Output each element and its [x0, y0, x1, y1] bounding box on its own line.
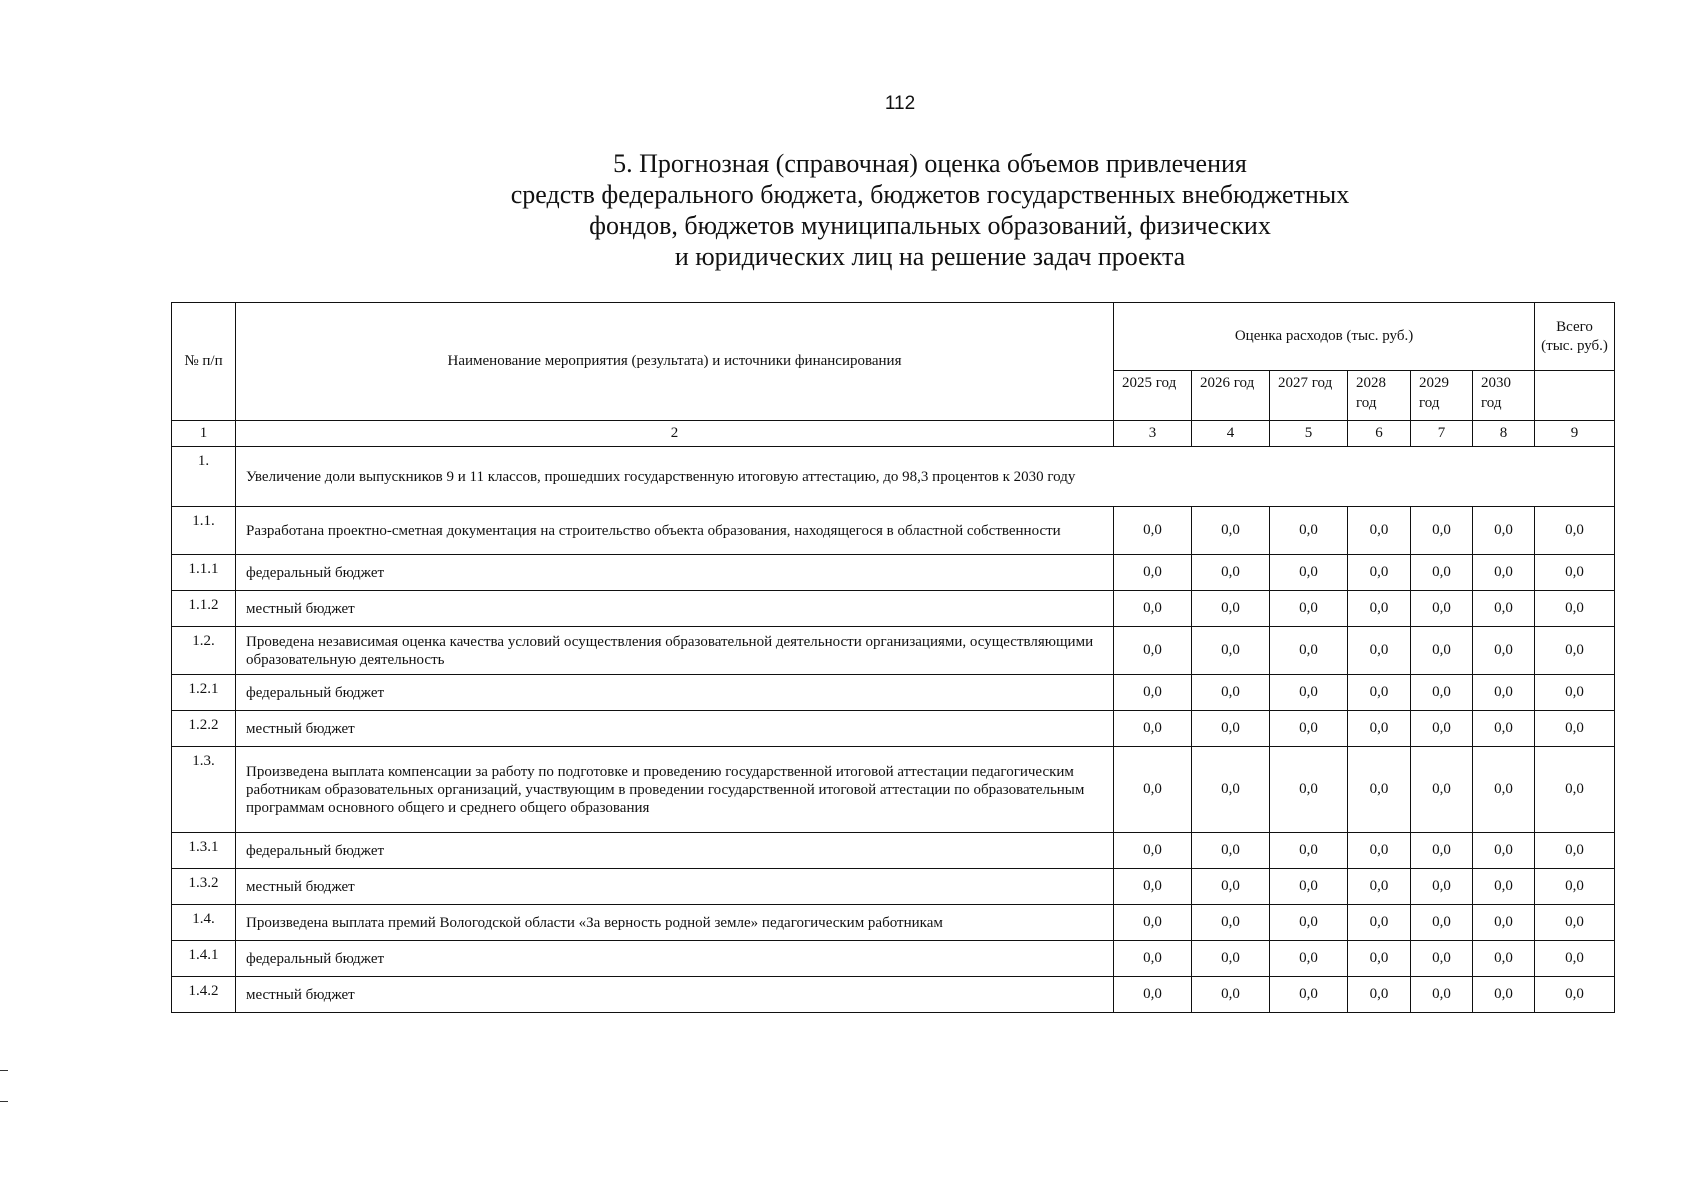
row-value: 0,0 — [1114, 675, 1192, 711]
row-value: 0,0 — [1411, 833, 1473, 869]
header-name: Наименование мероприятия (результата) и источники финансирования — [236, 303, 1114, 421]
row-value: 0,0 — [1192, 627, 1270, 675]
row-name: федеральный бюджет — [236, 833, 1114, 869]
row-value: 0,0 — [1473, 591, 1535, 627]
column-number: 1 — [172, 421, 236, 447]
header-empty-cell — [1535, 371, 1615, 421]
row-name: федеральный бюджет — [236, 941, 1114, 977]
row-value: 0,0 — [1411, 627, 1473, 675]
row-value: 0,0 — [1411, 747, 1473, 833]
row-value: 0,0 — [1535, 941, 1615, 977]
row-value: 0,0 — [1270, 977, 1348, 1013]
row-value: 0,0 — [1114, 555, 1192, 591]
row-value: 0,0 — [1411, 869, 1473, 905]
row-value: 0,0 — [1535, 977, 1615, 1013]
column-number: 9 — [1535, 421, 1615, 447]
row-value: 0,0 — [1411, 905, 1473, 941]
header-total: Всего (тыс. руб.) — [1535, 303, 1615, 371]
row-value: 0,0 — [1473, 833, 1535, 869]
row-value: 0,0 — [1114, 977, 1192, 1013]
row-value: 0,0 — [1114, 905, 1192, 941]
row-value: 0,0 — [1348, 977, 1411, 1013]
row-value: 0,0 — [1114, 591, 1192, 627]
column-number: 4 — [1192, 421, 1270, 447]
table-row — [172, 747, 1615, 833]
row-value: 0,0 — [1473, 675, 1535, 711]
row-value: 0,0 — [1114, 833, 1192, 869]
row-value: 0,0 — [1535, 747, 1615, 833]
row-value: 0,0 — [1270, 675, 1348, 711]
row-value: 0,0 — [1192, 833, 1270, 869]
row-num: 1.4.2 — [172, 977, 236, 1013]
row-value: 0,0 — [1270, 905, 1348, 941]
row-value: 0,0 — [1348, 747, 1411, 833]
row-name: Произведена выплата премий Вологодской области «За верность родной земле» педагогическим работникам — [236, 905, 1114, 941]
row-num: 1.2.2 — [172, 711, 236, 747]
row-name: федеральный бюджет — [236, 675, 1114, 711]
row-value: 0,0 — [1348, 833, 1411, 869]
row-value: 0,0 — [1411, 591, 1473, 627]
header-year: 2027 год — [1270, 371, 1348, 421]
row-name: Проведена независимая оценка качества условий осуществления образовательной деятельности организациями, осуществляющими образовательную деятельность — [236, 627, 1114, 675]
row-value: 0,0 — [1270, 747, 1348, 833]
row-value: 0,0 — [1535, 869, 1615, 905]
row-value: 0,0 — [1411, 675, 1473, 711]
section-title: Увеличение доли выпускников 9 и 11 классов, прошедших государственную итоговую аттестацию, до 98,3 процентов к 2030 году — [236, 447, 1615, 507]
row-value: 0,0 — [1473, 711, 1535, 747]
row-value: 0,0 — [1348, 711, 1411, 747]
row-value: 0,0 — [1535, 905, 1615, 941]
row-value: 0,0 — [1270, 591, 1348, 627]
row-value: 0,0 — [1348, 675, 1411, 711]
row-value: 0,0 — [1114, 627, 1192, 675]
header-year: 2029 год — [1411, 371, 1473, 421]
row-value: 0,0 — [1270, 555, 1348, 591]
table-row — [172, 905, 1615, 941]
row-value: 0,0 — [1348, 869, 1411, 905]
row-value: 0,0 — [1348, 627, 1411, 675]
row-value: 0,0 — [1411, 711, 1473, 747]
column-number: 7 — [1411, 421, 1473, 447]
row-name: федеральный бюджет — [236, 555, 1114, 591]
table-row — [172, 591, 1615, 627]
column-number: 5 — [1270, 421, 1348, 447]
column-number: 8 — [1473, 421, 1535, 447]
row-name: местный бюджет — [236, 869, 1114, 905]
row-value: 0,0 — [1473, 555, 1535, 591]
row-value: 0,0 — [1270, 711, 1348, 747]
section-num: 1. — [172, 447, 236, 507]
header-num: № п/п — [172, 303, 236, 421]
header-year: 2025 год — [1114, 371, 1192, 421]
title-line: 5. Прогнозная (справочная) оценка объемов привлечения — [613, 149, 1247, 178]
table-row — [172, 627, 1615, 675]
table-row — [172, 977, 1615, 1013]
row-value: 0,0 — [1270, 507, 1348, 555]
row-value: 0,0 — [1192, 555, 1270, 591]
table-row — [172, 833, 1615, 869]
document-title — [380, 148, 1480, 272]
row-value: 0,0 — [1114, 507, 1192, 555]
header-year: 2028 год — [1348, 371, 1411, 421]
row-value: 0,0 — [1473, 977, 1535, 1013]
table-row — [172, 711, 1615, 747]
row-value: 0,0 — [1473, 941, 1535, 977]
row-num: 1.3.1 — [172, 833, 236, 869]
row-value: 0,0 — [1348, 555, 1411, 591]
row-value: 0,0 — [1192, 977, 1270, 1013]
page-number: 112 — [884, 93, 916, 114]
column-numbers-row — [172, 421, 1615, 447]
row-value: 0,0 — [1114, 711, 1192, 747]
row-value: 0,0 — [1473, 905, 1535, 941]
column-number: 6 — [1348, 421, 1411, 447]
row-value: 0,0 — [1348, 591, 1411, 627]
table-row — [172, 555, 1615, 591]
row-value: 0,0 — [1192, 711, 1270, 747]
row-num: 1.1.1 — [172, 555, 236, 591]
row-name: местный бюджет — [236, 711, 1114, 747]
row-value: 0,0 — [1535, 675, 1615, 711]
row-num: 1.4.1 — [172, 941, 236, 977]
row-value: 0,0 — [1192, 507, 1270, 555]
row-name: местный бюджет — [236, 591, 1114, 627]
row-value: 0,0 — [1535, 833, 1615, 869]
row-name: местный бюджет — [236, 977, 1114, 1013]
row-value: 0,0 — [1411, 555, 1473, 591]
row-num: 1.4. — [172, 905, 236, 941]
table-row — [172, 675, 1615, 711]
row-value: 0,0 — [1192, 941, 1270, 977]
row-value: 0,0 — [1192, 747, 1270, 833]
funding-table — [171, 302, 1615, 1013]
row-value: 0,0 — [1114, 869, 1192, 905]
row-value: 0,0 — [1535, 627, 1615, 675]
row-value: 0,0 — [1348, 905, 1411, 941]
title-line: фондов, бюджетов муниципальных образований, физических — [589, 211, 1271, 240]
row-value: 0,0 — [1473, 747, 1535, 833]
row-value: 0,0 — [1411, 977, 1473, 1013]
scan-margin-marks — [0, 1070, 8, 1102]
column-number: 2 — [236, 421, 1114, 447]
header-expenses: Оценка расходов (тыс. руб.) — [1114, 303, 1535, 371]
table-row — [172, 507, 1615, 555]
row-value: 0,0 — [1348, 507, 1411, 555]
section-row — [172, 447, 1615, 507]
row-name: Произведена выплата компенсации за работу по подготовке и проведению государственной итоговой аттестации педагогическим работникам образовательных организаций, участвующим в проведении государственной итоговой аттестации по образовательным программам основного общего и среднего общего образования — [236, 747, 1114, 833]
row-num: 1.3.2 — [172, 869, 236, 905]
row-num: 1.3. — [172, 747, 236, 833]
header-year: 2030 год — [1473, 371, 1535, 421]
row-num: 1.1. — [172, 507, 236, 555]
row-value: 0,0 — [1473, 507, 1535, 555]
row-num: 1.1.2 — [172, 591, 236, 627]
row-value: 0,0 — [1411, 941, 1473, 977]
title-line: и юридических лиц на решение задач проекта — [674, 242, 1186, 271]
row-value: 0,0 — [1473, 869, 1535, 905]
row-num: 1.2. — [172, 627, 236, 675]
row-value: 0,0 — [1535, 507, 1615, 555]
row-value: 0,0 — [1270, 941, 1348, 977]
column-number: 3 — [1114, 421, 1192, 447]
row-value: 0,0 — [1473, 627, 1535, 675]
row-value: 0,0 — [1535, 711, 1615, 747]
row-value: 0,0 — [1348, 941, 1411, 977]
row-value: 0,0 — [1270, 869, 1348, 905]
row-value: 0,0 — [1192, 675, 1270, 711]
table-row — [172, 869, 1615, 905]
row-value: 0,0 — [1270, 627, 1348, 675]
row-value: 0,0 — [1535, 555, 1615, 591]
row-value: 0,0 — [1114, 747, 1192, 833]
row-value: 0,0 — [1192, 905, 1270, 941]
row-value: 0,0 — [1192, 591, 1270, 627]
table-row — [172, 941, 1615, 977]
title-line: средств федерального бюджета, бюджетов государственных внебюджетных — [510, 180, 1350, 209]
row-value: 0,0 — [1192, 869, 1270, 905]
row-value: 0,0 — [1270, 833, 1348, 869]
row-num: 1.2.1 — [172, 675, 236, 711]
row-value: 0,0 — [1114, 941, 1192, 977]
row-value: 0,0 — [1411, 507, 1473, 555]
row-name: Разработана проектно-сметная документация на строительство объекта образования, находящегося в областной собственности — [236, 507, 1114, 555]
header-year: 2026 год — [1192, 371, 1270, 421]
row-value: 0,0 — [1535, 591, 1615, 627]
